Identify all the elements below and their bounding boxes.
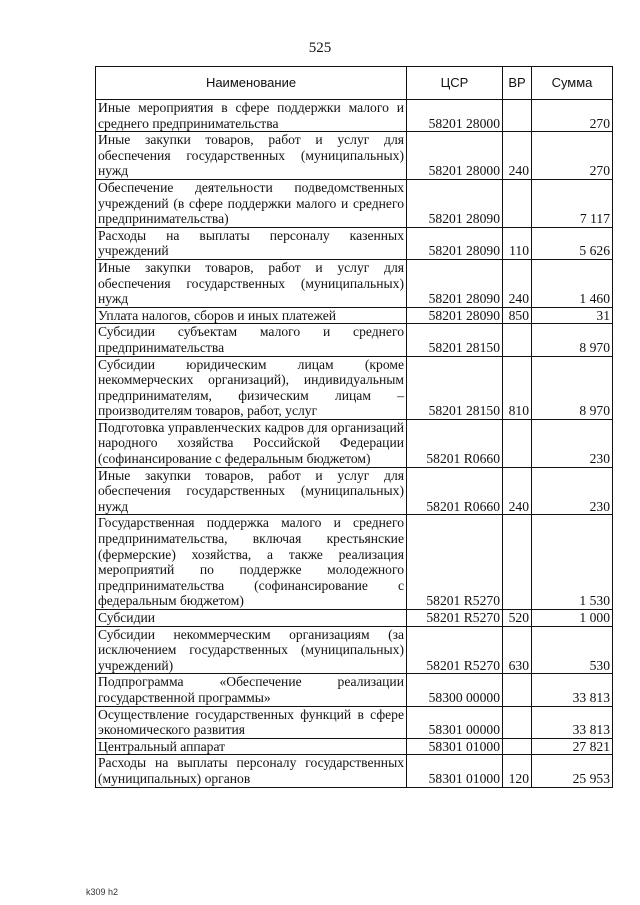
cell-vr xyxy=(503,100,532,132)
cell-vr xyxy=(503,324,532,356)
table-row xyxy=(96,179,613,227)
table-row xyxy=(96,307,613,324)
cell-csr: 58301 00000 xyxy=(407,706,503,738)
cell-vr: 240 xyxy=(503,259,532,307)
cell-sum: 530 xyxy=(532,626,613,674)
table-header-row xyxy=(96,67,613,100)
cell-csr: 58201 28090 xyxy=(407,179,503,227)
cell-sum: 270 xyxy=(532,132,613,180)
cell-csr: 58201 28090 xyxy=(407,227,503,259)
cell-vr xyxy=(503,515,532,610)
cell-name: Субсидии субъектам малого и среднего предпринимательства xyxy=(96,324,407,356)
cell-vr: 120 xyxy=(503,755,532,787)
table-row xyxy=(96,626,613,674)
cell-name: Иные закупки товаров, работ и услуг для обеспечения государственных (муниципальных) нужд xyxy=(96,132,407,180)
cell-sum: 8 970 xyxy=(532,356,613,419)
cell-vr: 110 xyxy=(503,227,532,259)
cell-csr: 58201 R5270 xyxy=(407,610,503,627)
cell-vr xyxy=(503,706,532,738)
cell-sum: 1 000 xyxy=(532,610,613,627)
budget-table xyxy=(95,66,613,788)
cell-name: Подпрограмма «Обеспечение реализации государственной программы» xyxy=(96,674,407,706)
table-row xyxy=(96,467,613,515)
table-row xyxy=(96,515,613,610)
table-row xyxy=(96,259,613,307)
cell-vr xyxy=(503,419,532,467)
cell-sum: 270 xyxy=(532,100,613,132)
footer-code: k309 h2 xyxy=(86,887,119,897)
cell-csr: 58201 R0660 xyxy=(407,419,503,467)
cell-csr: 58301 01000 xyxy=(407,755,503,787)
cell-name: Субсидии xyxy=(96,610,407,627)
cell-sum: 1 530 xyxy=(532,515,613,610)
header-vr: ВР xyxy=(503,67,532,100)
table-row xyxy=(96,610,613,627)
cell-csr: 58201 28090 xyxy=(407,307,503,324)
table-row xyxy=(96,132,613,180)
cell-sum: 33 813 xyxy=(532,706,613,738)
table-row xyxy=(96,419,613,467)
table-row xyxy=(96,755,613,787)
cell-name: Обеспечение деятельности подведомственных учреждений (в сфере поддержки малого и среднего предпринимательства) xyxy=(96,179,407,227)
header-csr: ЦСР xyxy=(407,67,503,100)
table-row xyxy=(96,324,613,356)
cell-sum: 27 821 xyxy=(532,738,613,755)
cell-csr: 58201 R0660 xyxy=(407,467,503,515)
cell-csr: 58201 28000 xyxy=(407,100,503,132)
table-row xyxy=(96,706,613,738)
header-name: Наименование xyxy=(96,67,407,100)
cell-sum: 25 953 xyxy=(532,755,613,787)
cell-name: Иные закупки товаров, работ и услуг для обеспечения государственных (муниципальных) нужд xyxy=(96,467,407,515)
cell-sum: 33 813 xyxy=(532,674,613,706)
cell-vr: 850 xyxy=(503,307,532,324)
cell-name: Субсидии некоммерческим организациям (за исключением государственных (муниципальных) учреждений) xyxy=(96,626,407,674)
cell-csr: 58201 R5270 xyxy=(407,515,503,610)
cell-vr: 240 xyxy=(503,132,532,180)
cell-name: Иные мероприятия в сфере поддержки малого и среднего предпринимательства xyxy=(96,100,407,132)
cell-csr: 58300 00000 xyxy=(407,674,503,706)
cell-name: Расходы на выплаты персоналу государственных (муниципальных) органов xyxy=(96,755,407,787)
cell-csr: 58201 28150 xyxy=(407,324,503,356)
table-row xyxy=(96,738,613,755)
header-sum: Сумма xyxy=(532,67,613,100)
cell-sum: 8 970 xyxy=(532,324,613,356)
cell-vr xyxy=(503,738,532,755)
cell-vr: 520 xyxy=(503,610,532,627)
cell-sum: 230 xyxy=(532,419,613,467)
cell-csr: 58201 28150 xyxy=(407,356,503,419)
cell-csr: 58301 01000 xyxy=(407,738,503,755)
cell-name: Центральный аппарат xyxy=(96,738,407,755)
cell-sum: 31 xyxy=(532,307,613,324)
page-number: 525 xyxy=(308,40,332,56)
cell-vr xyxy=(503,674,532,706)
cell-name: Подготовка управленческих кадров для организаций народного хозяйства Российской Федерации (софинансирование с федеральным бюджетом) xyxy=(96,419,407,467)
cell-vr: 630 xyxy=(503,626,532,674)
cell-vr: 240 xyxy=(503,467,532,515)
table-row xyxy=(96,674,613,706)
cell-sum: 1 460 xyxy=(532,259,613,307)
cell-sum: 7 117 xyxy=(532,179,613,227)
cell-name: Расходы на выплаты персоналу казенных учреждений xyxy=(96,227,407,259)
cell-csr: 58201 28090 xyxy=(407,259,503,307)
cell-name: Субсидии юридическим лицам (кроме некоммерческих организаций), индивидуальным предпринимателям, физическим лицам – производителям товаров, работ, услуг xyxy=(96,356,407,419)
cell-csr: 58201 28000 xyxy=(407,132,503,180)
cell-vr xyxy=(503,179,532,227)
cell-name: Государственная поддержка малого и среднего предпринимательства, включая крестьянские (фермерские) хозяйства, а также реализация мероприятий по поддержке молодежного предпринимательства (софинансирование с федеральным бюджетом) xyxy=(96,515,407,610)
cell-name: Уплата налогов, сборов и иных платежей xyxy=(96,307,407,324)
table-row xyxy=(96,227,613,259)
cell-name: Иные закупки товаров, работ и услуг для обеспечения государственных (муниципальных) нужд xyxy=(96,259,407,307)
cell-name: Осуществление государственных функций в сфере экономического развития xyxy=(96,706,407,738)
cell-sum: 230 xyxy=(532,467,613,515)
table-row xyxy=(96,100,613,132)
cell-vr: 810 xyxy=(503,356,532,419)
table-row xyxy=(96,356,613,419)
cell-sum: 5 626 xyxy=(532,227,613,259)
cell-csr: 58201 R5270 xyxy=(407,626,503,674)
